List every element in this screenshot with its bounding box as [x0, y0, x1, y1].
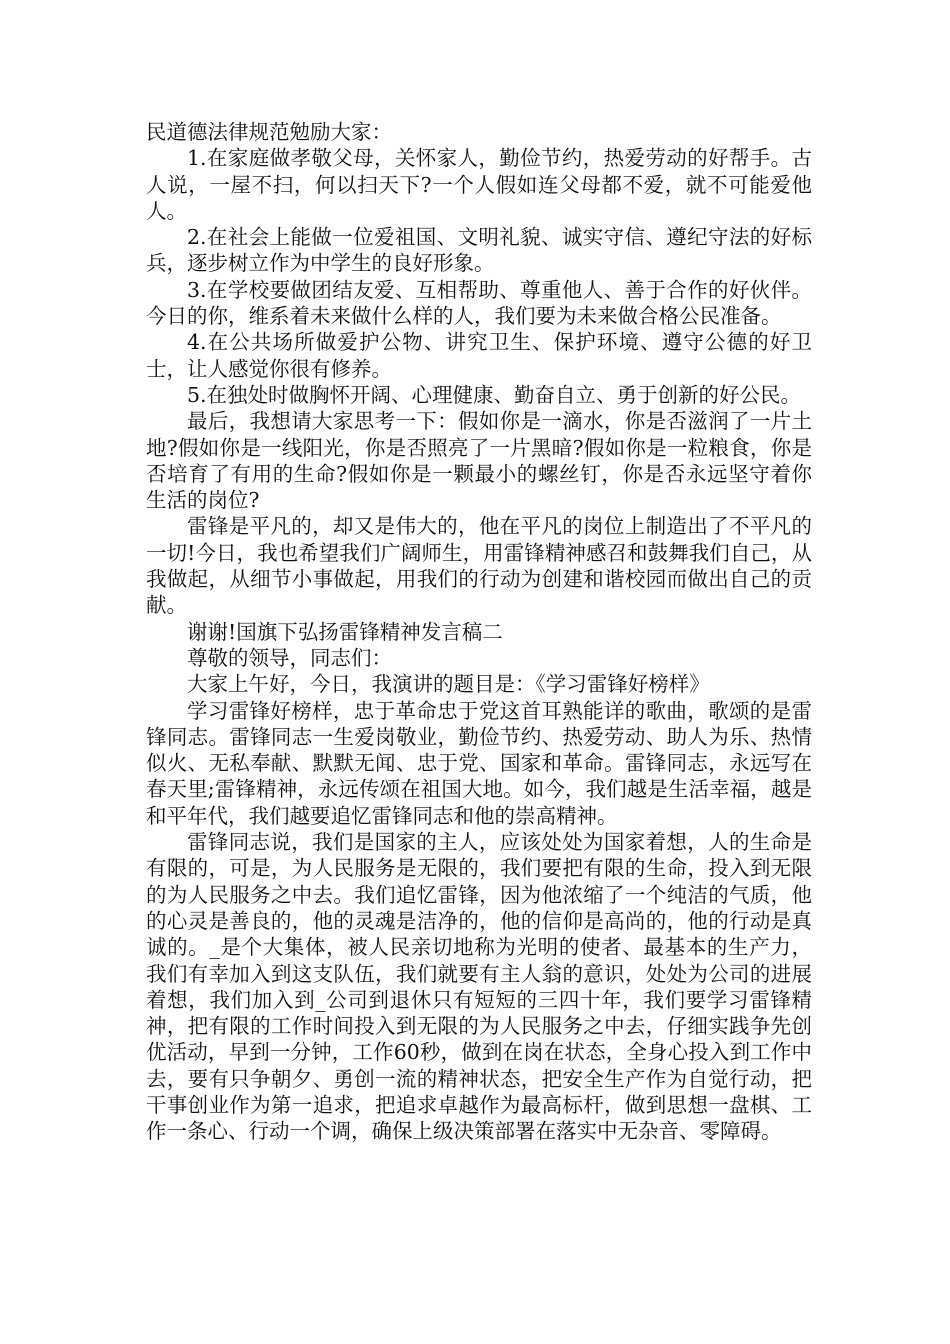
- paragraph-item-3: 3.在学校要做团结友爱、互相帮助、尊重他人、善于合作的好伙伴。今日的你，维系着未来做什么样的人，我们要为未来做合格公民准备。: [146, 277, 812, 329]
- paragraph-learn-leifeng: 学习雷锋好榜样，忠于革命忠于党这首耳熟能详的歌曲，歌颂的是雷锋同志。雷锋同志一生爱岗敬业，勤俭节约、热爱劳动、助人为乐、热情似火、无私奉献、默默无闻、忠于党、国家和革命。雷锋同志，永远写在春天里;雷锋精神，永远传颂在祖国大地。如今，我们越是生活幸福，越是和平年代，我们越要追忆雷锋同志和他的崇高精神。: [146, 698, 812, 828]
- paragraph-speech-topic: 大家上午好，今日，我演讲的题目是：《学习雷锋好榜样》: [187, 672, 710, 697]
- paragraph-intro: 民道德法律规范勉励大家：: [146, 120, 392, 144]
- paragraph-serve-people: 雷锋同志说，我们是国家的主人，应该处处为国家着想，人的生命是有限的，可是，为人民服务是无限的，我们要把有限的生命，投入到无限的为人民服务之中去。我们追忆雷锋，因为他浓缩了一个纯洁的气质，他的心灵是善良的，他的灵魂是洁净的，他的信仰是高尚的，他的行动是真诚的。_是个大集体，被人民亲切地称为光明的使者、最基本的生产力，我们有幸加入到这支队伍，我们就要有主人翁的意识，处处为公司的进展着想，我们加入到_公司到退休只有短短的三四十年，我们要学习雷锋精神，把有限的工作时间投入到无限的为人民服务之中去，仔细实践争先创优活动，早到一分钟，工作60秒，做到在岗在状态，全身心投入到工作中去，要有只争朝夕、勇创一流的精神状态，把安全生产作为自觉行动，把干事创业作为第一追求，把追求卓越作为最高标杆，做到思想一盘棋、工作一条心、行动一个调，确保上级决策部署在落实中无杂音、零障碍。: [146, 830, 812, 1144]
- paragraph-closing-question: 最后，我想请大家思考一下：假如你是一滴水，你是否滋润了一片土地?假如你是一线阳光，你是否照亮了一片黑暗?假如你是一粒粮食，你是否培育了有用的生命?假如你是一颗最小的螺丝钉，你是否永远坚守着你生活的岗位?: [146, 409, 812, 513]
- paragraph-item-2: 2.在社会上能做一位爱祖国、文明礼貌、诚实守信、遵纪守法的好标兵，逐步树立作为中学生的良好形象。: [146, 225, 812, 276]
- document-page: [146, 119, 812, 1145]
- paragraph-item-1: 1.在家庭做孝敬父母，关怀家人，勤俭节约，热爱劳动的好帮手。古人说，一屋不扫，何以扫天下?一个人假如连父母都不爱，就不可能爱他人。: [146, 146, 812, 223]
- paragraph-leifeng-summary: 雷锋是平凡的，却又是伟大的，他在平凡的岗位上制造出了不平凡的一切!今日，我也希望我们广阔师生，用雷锋精神感召和鼓舞我们自己，从我做起，从细节小事做起，用我们的行动为创建和谐校园而做出自己的贡献。: [146, 514, 812, 618]
- paragraph-item-4: 4.在公共场所做爱护公物、讲究卫生、保护环境、遵守公德的好卫士，让人感觉你很有修养。: [146, 330, 812, 381]
- paragraph-thanks-title: 谢谢!国旗下弘扬雷锋精神发言稿二: [187, 619, 503, 644]
- paragraph-item-5: 5.在独处时做胸怀开阔、心理健康、勤奋自立、勇于创新的好公民。: [187, 382, 802, 407]
- paragraph-salutation: 尊敬的领导，同志们：: [187, 645, 392, 670]
